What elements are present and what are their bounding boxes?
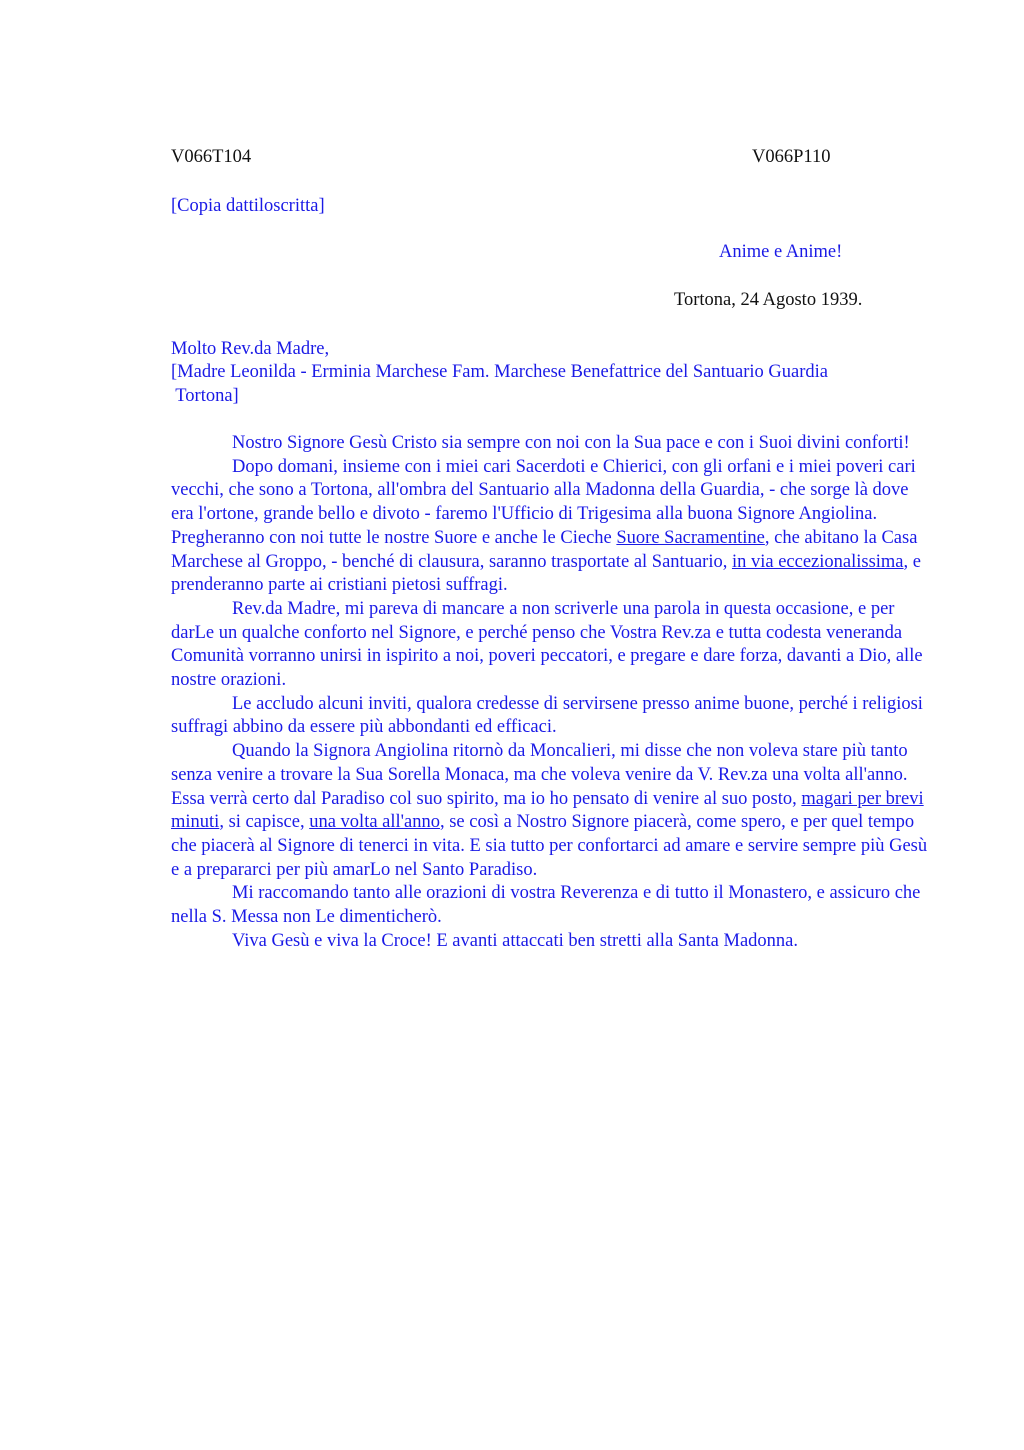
paragraph-6: Quando la Signora Angiolina ritornò da Moncalieri, mi disse che non voleva stare più tanto senza venire a trovare la Sua Sorella Monaca, ma che voleva venire da V. Rev.za una volta all'anno. Essa verrà certo dal Paradiso col suo spirito, ma io ho pensato di venire al suo posto, magari per brevi minuti, si capisce, una volta all'anno, se così a Nostro Signore piacerà, come spero, e per quel tempo che piacerà al Signore di tenerci in vita. E sia tutto per confortarci ad amare e servire sempre più Gesù e a prepararci per più amarLo nel Santo Paradiso. [171, 741, 928, 880]
greeting: Molto Rev.da Madre, [171, 339, 330, 359]
underlined-phrase: magari per brevi minuti [171, 788, 924, 833]
paragraph-3: Pregheranno con noi tutte le nostre Suore e anche le Cieche Suore Sacramentine, che abitano la Casa Marchese al Groppo, - benché di clausura, saranno trasportate al Santuario, in via eccezionalissima, e prenderanno parte ai cristiani pietosi suffragi. [171, 527, 921, 596]
paragraph-4: Rev.da Madre, mi pareva di mancare a non scriverle una parola in questa occasione, e per darLe un qualche conforto nel Signore, e perché penso che Vostra Rev.za e tutta codesta veneranda Comunità vorranno unirsi in ispirito a noi, poveri peccatori, e pregare e dare forza, davanti a Dio, alle nostre orazioni. [171, 598, 923, 691]
underlined-phrase: una volta all'anno [309, 812, 440, 833]
recipient-line-2: Tortona] [171, 386, 239, 406]
paragraph-1: Nostro Signore Gesù Cristo sia sempre con noi con la Sua pace e con i Suoi divini conforti! [232, 433, 910, 453]
place-date: Tortona, 24 Agosto 1939. [674, 290, 863, 310]
paragraph-7: Mi raccomando tanto alle orazioni di vostra Reverenza e di tutto il Monastero, e assicuro che nella S. Messa non Le dimenticherò. [171, 883, 921, 928]
paragraph-2: Dopo domani, insieme con i miei cari Sacerdoti e Chierici, con gli orfani e i miei poveri cari vecchi, che sono a Tortona, all'ombra del Santuario alla Madonna della Guardia, - che sorge là dove era l'ortone, grande bello e divoto - faremo l'Ufficio di Trigesima alla buona Signore Angiolina. [171, 456, 916, 525]
letter-body [171, 432, 931, 953]
underlined-phrase: in via eccezionalissima [731, 551, 904, 572]
recipient-line-1: [Madre Leonilda - Erminia Marchese Fam. Marchese Benefattrice del Santuario Guardia [171, 362, 828, 382]
copy-note: [Copia dattiloscritta] [171, 196, 325, 216]
underlined-phrase: Suore Sacramentine [616, 527, 765, 548]
paragraph-5: Le accludo alcuni inviti, qualora credesse di servirsene presso anime buone, perché i religiosi suffragi abbino da essere più abbondanti ed efficaci. [171, 693, 923, 738]
document-code-right: V066P110 [752, 147, 831, 167]
motto: Anime e Anime! [719, 242, 843, 262]
document-code-left: V066T104 [171, 147, 252, 167]
paragraph-8: Viva Gesù e viva la Croce! E avanti attaccati ben stretti alla Santa Madonna. [232, 930, 799, 951]
